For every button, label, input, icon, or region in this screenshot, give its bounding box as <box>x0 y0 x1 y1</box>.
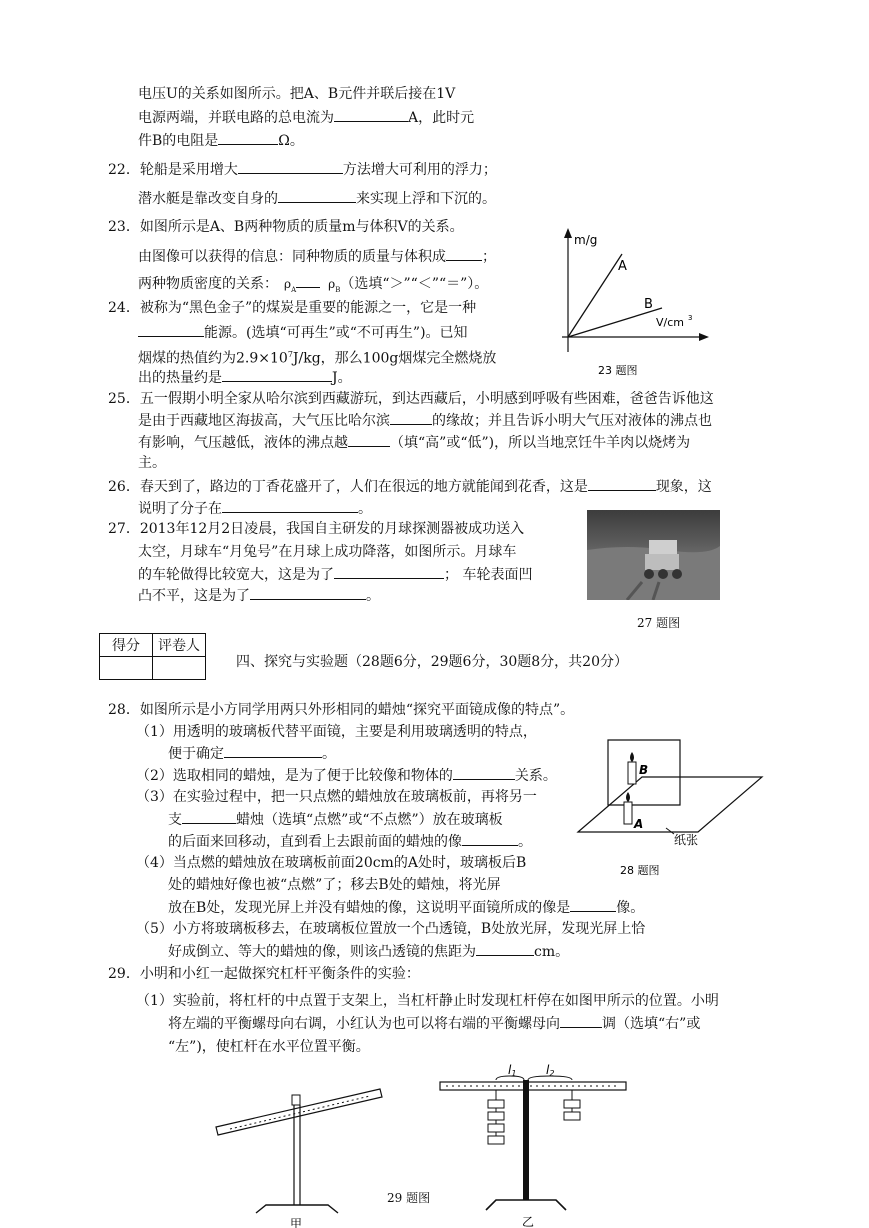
text-line: 电压U的关系如图所示。把A、B元件并联后接在1V <box>138 86 456 102</box>
answer-blank[interactable] <box>250 585 366 600</box>
text-span: J。 <box>332 370 352 386</box>
x-axis-label: V/cm <box>656 316 684 329</box>
text-span: 件B的电阻是 <box>138 133 219 149</box>
l1-letter: l <box>508 1063 512 1077</box>
figure-29-lever-jia <box>210 1075 390 1228</box>
figure-label-jia: 甲 <box>290 1217 303 1228</box>
text-line <box>138 432 690 453</box>
rover-wheel <box>658 569 668 579</box>
grader-header: 评卷人 <box>153 634 206 657</box>
l1-subscript: 1 <box>511 1069 517 1078</box>
score-header: 得分 <box>100 634 153 657</box>
answer-blank[interactable] <box>334 107 408 122</box>
text-line: （5）小方将玻璃板移去，在玻璃板位置放一个凸透镜，B处放光屏，发现光屏上恰 <box>136 921 646 937</box>
rover-panel <box>649 540 677 554</box>
text-span: 能源。(选填“可再生”或“不可再生”)。已知 <box>204 325 468 341</box>
text-span: （2）选取相同的蜡烛，是为了便于比较像和物体的 <box>136 768 453 784</box>
text-line <box>168 941 569 962</box>
left-weight <box>488 1124 504 1132</box>
text-span: 是由于西藏地区海拔高，大气压比哈尔滨 <box>138 413 390 429</box>
level-lever <box>440 1082 626 1090</box>
text-span: 凸不平，这是为了 <box>138 588 250 604</box>
answer-blank[interactable] <box>560 1013 602 1028</box>
answer-blank[interactable] <box>182 809 236 824</box>
subscript: A <box>291 285 297 294</box>
subscript: B <box>335 285 341 294</box>
lunar-rover-image <box>587 510 720 600</box>
text-span: （选填“＞”“＜”“＝”）。 <box>340 276 489 292</box>
text-line <box>168 831 532 852</box>
l2-subscript: 2 <box>549 1069 555 1078</box>
figure-caption: 29 题图 <box>387 1191 431 1205</box>
text-span: 电源两端，并联电路的总电流为 <box>138 110 334 126</box>
figure-label-yi: 乙 <box>522 1215 535 1228</box>
text-span: 。 <box>322 746 336 762</box>
text-line <box>138 130 304 151</box>
text-span: 潜水艇是靠改变自身的 <box>138 191 278 207</box>
question-29: 29．小明和小红一起做探究杠杆平衡条件的实验： <box>108 966 420 982</box>
score-table <box>99 633 206 680</box>
text-line <box>168 743 336 764</box>
answer-blank[interactable] <box>238 159 343 174</box>
paper-label: 纸张 <box>674 833 699 847</box>
text-span: 调（选填“右”或 <box>602 1016 701 1032</box>
candle-a-flame <box>626 792 630 802</box>
rover-wheel <box>644 569 654 579</box>
left-weight <box>488 1112 504 1120</box>
pivot <box>292 1095 300 1105</box>
figure-29-lever-yi <box>436 1060 636 1228</box>
answer-blank[interactable] <box>462 831 518 846</box>
text-span: ； <box>482 249 496 265</box>
text-span: 的后面来回移动，直到看上去跟前面的蜡烛的像 <box>168 834 462 850</box>
text-line: “左”)，使杠杆在水平位置平衡。 <box>168 1039 370 1055</box>
text-span: 的车轮做得比较宽大，这是为了 <box>138 567 334 583</box>
line-a <box>568 254 622 337</box>
text-span: 。 <box>366 588 380 604</box>
lunar-rover-photo <box>587 510 720 600</box>
x-axis-arrow <box>699 333 709 341</box>
rho-symbol: ρ <box>284 277 292 291</box>
text-line: 处的蜡烛好像也被“点燃”了；移去B处的蜡烛，将光屏 <box>168 877 501 893</box>
text-span: 来实现上浮和下沉的。 <box>356 191 496 207</box>
text-line <box>138 188 496 209</box>
text-span: cm。 <box>534 944 570 960</box>
text-span: ； 车轮表面凹 <box>444 567 533 583</box>
left-weight <box>488 1136 504 1144</box>
answer-blank[interactable] <box>588 476 656 491</box>
label-b: B <box>639 763 649 777</box>
line-b <box>568 308 662 337</box>
stand-base <box>486 1200 566 1210</box>
text-span: 出的热量约是 <box>138 370 222 386</box>
text-span: 方法增大可利用的浮力； <box>342 162 497 178</box>
question-22 <box>108 159 497 180</box>
text-line <box>138 564 532 585</box>
stand-base <box>256 1205 338 1213</box>
text-line <box>138 246 496 267</box>
answer-blank[interactable] <box>446 246 482 261</box>
right-weight <box>564 1100 580 1108</box>
answer-blank[interactable] <box>348 432 390 447</box>
text-line: 主。 <box>138 455 166 471</box>
text-span: 蜡烛（选填“点燃”或“不点燃”）放在玻璃板 <box>236 812 503 828</box>
question-27: 27．2013年12月2日凌晨，我国自主研发的月球探测器被成功送入 <box>108 521 525 537</box>
answer-blank[interactable] <box>476 941 534 956</box>
answer-blank[interactable] <box>138 322 204 337</box>
text-line <box>168 1013 700 1034</box>
answer-blank[interactable] <box>224 743 322 758</box>
text-line <box>138 273 488 300</box>
section-heading: 四、探究与实验题（28题6分，29题6分，30题8分，共20分） <box>236 654 628 670</box>
answer-blank[interactable] <box>222 498 358 513</box>
question-25: 25．五一假期小明全家从哈尔滨到西藏游玩，到达西藏后，小明感到呼吸有些困难，爸爸告诉他这 <box>108 391 714 407</box>
question-23: 23．如图所示是A、B两种物质的质量m与体积V的关系。 <box>108 219 464 235</box>
text-line <box>136 765 557 786</box>
rho-symbol: ρ <box>328 277 336 291</box>
question-24: 24．被称为“黑色金子”的煤炭是重要的能源之一，它是一种 <box>108 300 477 316</box>
text-span: 说明了分子在 <box>138 501 222 517</box>
answer-blank[interactable] <box>570 897 616 912</box>
text-line: （3）在实验过程中，把一只点燃的蜡烛放在玻璃板前，再将另一 <box>136 789 537 805</box>
label-a: A <box>634 817 644 831</box>
answer-blank[interactable] <box>222 367 332 382</box>
figure-caption: 28 题图 <box>620 864 660 877</box>
text-span: 将左端的平衡螺母向右调，小红认为也可以将右端的平衡螺母向 <box>168 1016 560 1032</box>
answer-blank[interactable] <box>218 130 278 145</box>
text-span: 像。 <box>616 900 645 916</box>
text-span: 26．春天到了，路边的丁香花盛开了，人们在很远的地方就能闻到花香，这是 <box>108 479 588 495</box>
answer-blank[interactable] <box>453 765 515 780</box>
line-b-label: B <box>644 297 653 312</box>
paper-pointer <box>666 828 674 834</box>
right-weight <box>564 1112 580 1120</box>
text-line <box>138 322 468 343</box>
question-28: 28．如图所示是小方同学用两只外形相同的蜡烛“探究平面镜成像的特点”。 <box>108 702 575 718</box>
center-pole <box>523 1080 529 1200</box>
text-line <box>138 410 712 431</box>
text-line <box>168 897 644 918</box>
text-line: 太空，月球车“月兔号”在月球上成功降落，如图所示。月球车 <box>138 544 517 560</box>
text-span: 烟煤的热值约为2.9×10 <box>138 350 288 367</box>
candle-b <box>628 762 636 784</box>
text-line: （4）当点燃的蜡烛放在玻璃板前面20cm的A处时，玻璃板后B <box>136 855 527 871</box>
text-span: J/kg，那么100g烟煤完全燃烧放 <box>292 350 497 367</box>
grader-cell[interactable] <box>153 657 206 680</box>
text-line <box>138 345 496 369</box>
text-line <box>138 585 380 606</box>
score-cell[interactable] <box>100 657 153 680</box>
candle-a <box>624 802 632 824</box>
text-span: A，此时元 <box>408 110 475 126</box>
question-26 <box>108 476 712 497</box>
figure-caption: 23 题图 <box>598 364 638 377</box>
l2-letter: l <box>546 1063 550 1077</box>
text-span: 有影响，气压越低，液体的沸点越 <box>138 435 348 451</box>
text-span: 。 <box>358 501 372 517</box>
y-axis-arrow <box>564 228 572 238</box>
text-line <box>168 809 503 830</box>
text-span: 。 <box>518 834 532 850</box>
text-span: 由图像可以获得的信息：同种物质的质量与体积成 <box>138 249 446 265</box>
text-line: （1）实验前，将杠杆的中点置于支架上，当杠杆静止时发现杠杆停在如图甲所示的位置。小明 <box>136 993 719 1009</box>
answer-blank[interactable] <box>390 410 432 425</box>
figure-23-graph <box>552 222 722 382</box>
answer-blank[interactable] <box>278 188 356 203</box>
rover-body <box>645 554 679 570</box>
superscript: 7 <box>287 350 293 359</box>
text-span: 22．轮船是采用增大 <box>108 162 238 178</box>
answer-blank[interactable] <box>334 564 444 579</box>
text-line <box>138 367 352 388</box>
answer-blank[interactable] <box>296 273 320 288</box>
text-span: 放在B处，发现光屏上并没有蜡烛的像，这说明平面镜所成的像是 <box>168 900 571 916</box>
x-axis-label-sup: 3 <box>688 314 693 322</box>
figure-caption: 27 题图 <box>637 616 681 630</box>
line-a-label: A <box>618 259 627 274</box>
text-span: 关系。 <box>514 768 557 784</box>
rover-wheel <box>672 569 682 579</box>
text-span: 的缘故；并且告诉小明大气压对液体的沸点也 <box>432 413 712 429</box>
text-span: 两种物质密度的关系： <box>138 276 278 292</box>
candle-b-flame <box>630 752 634 762</box>
text-line: （1）用透明的玻璃板代替平面镜，主要是利用玻璃透明的特点， <box>136 724 537 740</box>
figure-28-mirror-setup <box>570 730 770 882</box>
y-axis-label: m/g <box>574 233 598 247</box>
text-line <box>138 498 372 519</box>
text-span: （填“高”或“低”)，所以当地烹饪牛羊肉以烧烤为 <box>390 435 691 451</box>
text-span: 好成倒立、等大的蜡烛的像，则该凸透镜的焦距为 <box>168 944 476 960</box>
text-span: Ω。 <box>278 133 304 149</box>
text-span: 便于确定 <box>168 746 224 762</box>
left-weight <box>488 1100 504 1108</box>
text-span: 现象，这 <box>655 479 712 495</box>
text-span: 支 <box>168 812 182 828</box>
text-line <box>138 107 474 128</box>
